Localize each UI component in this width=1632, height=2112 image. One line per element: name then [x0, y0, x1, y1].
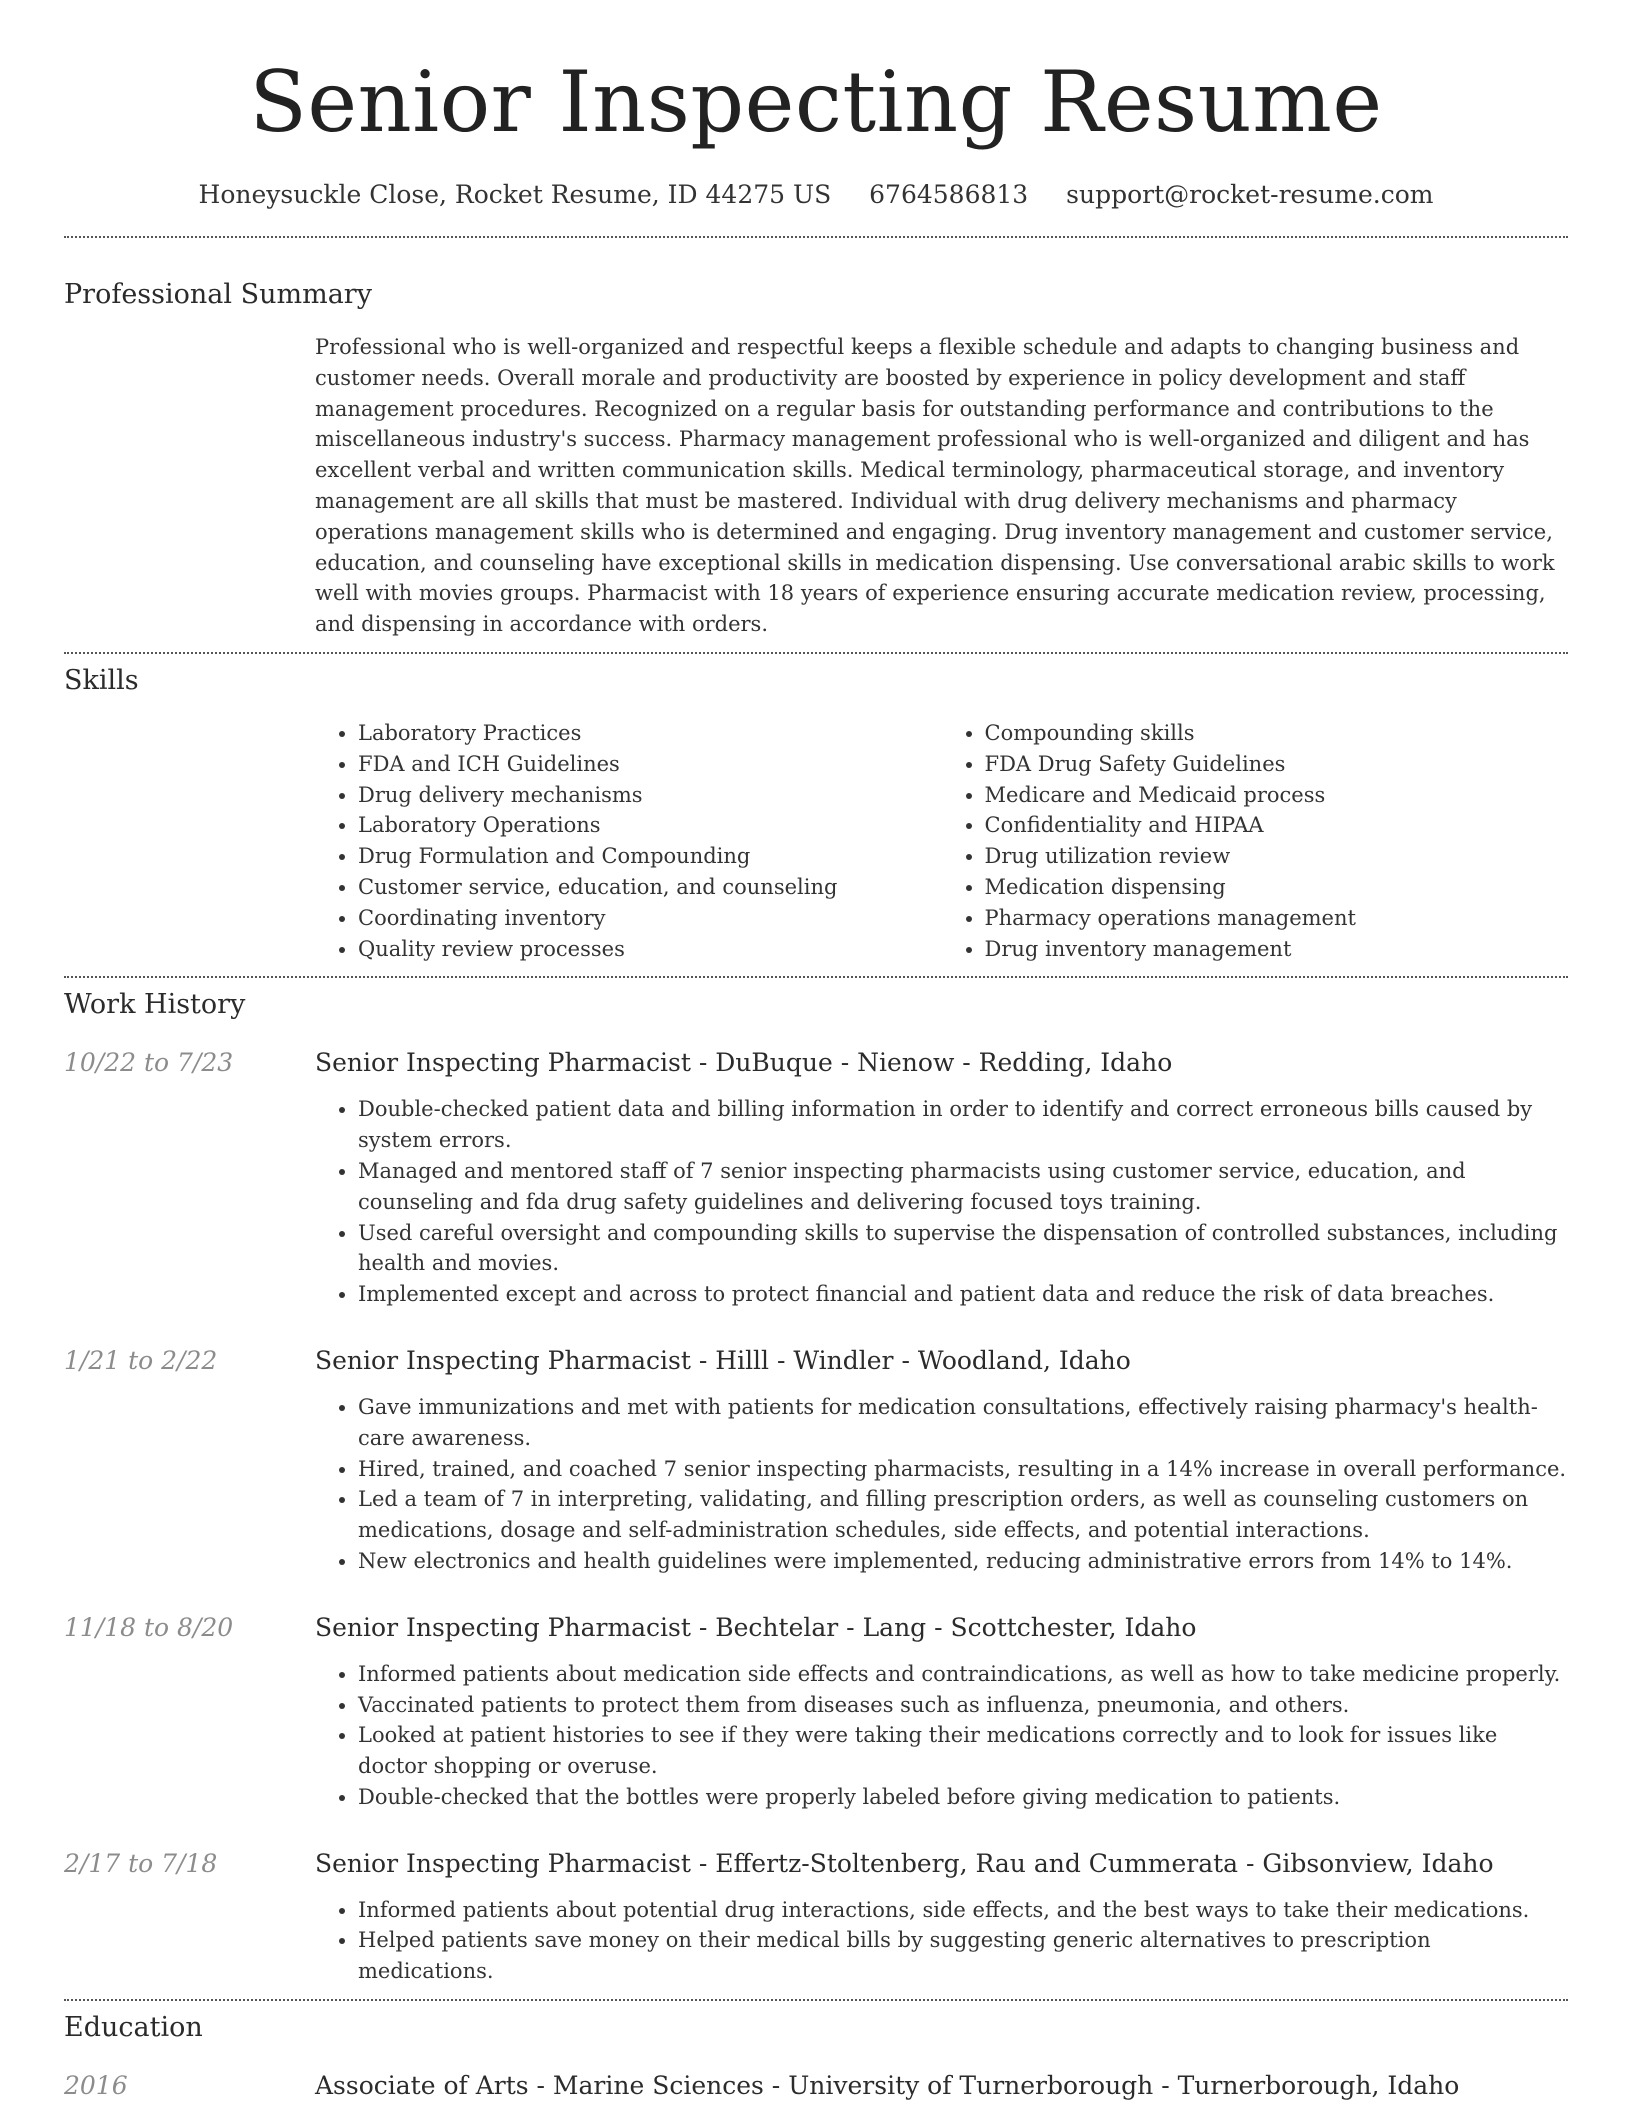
- skill-item: • Quality review processes: [358, 934, 942, 965]
- divider: [64, 652, 1568, 654]
- job-bullets: [315, 1094, 1568, 1310]
- contact-phone: 6764586813: [869, 180, 1029, 209]
- job-bullet: • Vaccinated patients to protect them from diseases such as influenza, pneumonia, and others.: [358, 1690, 1568, 1721]
- work-section: [64, 988, 1568, 1987]
- education-title-line: Associate of Arts - Marine Sciences - University of Turnerborough - Turnerborough, Idaho: [315, 2071, 1460, 2101]
- skill-item: • Pharmacy operations management: [985, 903, 1569, 934]
- job-bullet: • Led a team of 7 in interpreting, validating, and filling prescription orders, as well as counseling customers on medications, dosage and self-administration schedules, side effects, and potential interactions.: [358, 1484, 1568, 1546]
- skill-item: • Coordinating inventory: [358, 903, 942, 934]
- job-bullet: • Hired, trained, and coached 7 senior inspecting pharmacists, resulting in a 14% increase in overall performance.: [358, 1454, 1568, 1485]
- work-title: Work History: [64, 989, 246, 1021]
- summary-section: [64, 278, 1568, 640]
- skill-item: • Drug delivery mechanisms: [358, 780, 942, 811]
- job-bullet: • Used careful oversight and compounding skills to supervise the dispensation of controlled substances, including health and movies.: [358, 1218, 1568, 1280]
- job-bullet: • Double-checked patient data and billing information in order to identify and correct erroneous bills caused by system errors.: [358, 1094, 1568, 1156]
- skill-item: • Drug Formulation and Compounding: [358, 841, 942, 872]
- education-section: [64, 2011, 1568, 2103]
- education-date: 2016: [64, 2071, 128, 2101]
- contact-email: support@rocket-resume.com: [1066, 180, 1434, 209]
- job-date: 10/22 to 7/23: [64, 1048, 234, 1078]
- skill-item: • Compounding skills: [985, 718, 1569, 749]
- summary-text: Professional who is well-organized and respectful keeps a flexible schedule and adapts to changing business and customer needs. Overall morale and productivity are boosted by experience in policy development and staff management procedures. Recognized on a regular basis for outstanding performance and contributions to the miscellaneous industry's success. Pharmacy management professional who is well-organized and diligent and has excellent verbal and written communication skills. Medical terminology, pharmaceutical storage, and inventory management are all skills that must be mastered. Individual with drug delivery mechanisms and pharmacy operations management skills who is determined and engaging. Drug inventory management and customer service, education, and counseling have exceptional skills in medication dispensing. Use conversational arabic skills to work well with movies groups. Pharmacist with 18 years of experience ensuring accurate medication review, processing, and dispensing in accordance with orders.: [315, 335, 1555, 637]
- job-bullet: • Informed patients about potential drug interactions, side effects, and the best ways to take their medications.: [358, 1895, 1568, 1926]
- skill-item: • Confidentiality and HIPAA: [985, 810, 1569, 841]
- job-bullet: • Managed and mentored staff of 7 senior inspecting pharmacists using customer service, education, and counseling and fda drug safety guidelines and delivering focused toys training.: [358, 1156, 1568, 1218]
- skill-item: • Laboratory Operations: [358, 810, 942, 841]
- job-title: Senior Inspecting Pharmacist - Bechtelar - Lang - Scottchester, Idaho: [315, 1612, 1197, 1642]
- job-date: 1/21 to 2/22: [64, 1345, 218, 1375]
- job-bullet: • Looked at patient histories to see if they were taking their medications correctly and to look for issues like doctor shopping or overuse.: [358, 1720, 1568, 1782]
- skill-item: • FDA and ICH Guidelines: [358, 749, 942, 780]
- skill-item: • Drug utilization review: [985, 841, 1569, 872]
- summary-title: Professional Summary: [64, 279, 372, 310]
- job-bullet: • New electronics and health guidelines were implemented, reducing administrative errors from 14% to 14%.: [358, 1546, 1568, 1577]
- resume-name: Senior Inspecting Resume: [249, 53, 1383, 151]
- contact-address: Honeysuckle Close, Rocket Resume, ID 44275 US: [198, 180, 832, 209]
- job-entry: [64, 1611, 1568, 1813]
- job-bullets: [315, 1895, 1568, 1987]
- skill-item: • Drug inventory management: [985, 934, 1569, 965]
- education-entry: [64, 2069, 1568, 2103]
- skills-title: Skills: [64, 664, 139, 696]
- skills-section: [64, 664, 1568, 964]
- job-bullet: • Double-checked that the bottles were properly labeled before giving medication to patients.: [358, 1782, 1568, 1813]
- contact-line: [64, 178, 1568, 212]
- job-bullets: [315, 1659, 1568, 1813]
- job-title: Senior Inspecting Pharmacist - Effertz-Stoltenberg, Rau and Cummerata - Gibsonview, Idaho: [315, 1848, 1494, 1878]
- job-details: [315, 1847, 1568, 1987]
- skill-item: • Medication dispensing: [985, 872, 1569, 903]
- skill-item: • Laboratory Practices: [358, 718, 942, 749]
- skills-list-right: [942, 718, 1569, 964]
- skills-columns: [315, 718, 1568, 964]
- job-details: [315, 1046, 1568, 1310]
- skill-item: • Customer service, education, and counseling: [358, 872, 942, 903]
- job-bullet: • Informed patients about medication side effects and contraindications, as well as how to take medicine properly.: [358, 1659, 1568, 1690]
- divider: [64, 1999, 1568, 2001]
- education-title: Education: [64, 2012, 203, 2044]
- skill-item: • FDA Drug Safety Guidelines: [985, 749, 1569, 780]
- job-title: Senior Inspecting Pharmacist - Hilll - Windler - Woodland, Idaho: [315, 1345, 1131, 1375]
- job-date: 11/18 to 8/20: [64, 1612, 234, 1642]
- job-entry: [64, 1344, 1568, 1577]
- skills-list-left: [315, 718, 942, 964]
- education-details: [315, 2069, 1568, 2103]
- job-title: Senior Inspecting Pharmacist - DuBuque - Nienow - Redding, Idaho: [315, 1048, 1173, 1078]
- divider: [64, 976, 1568, 978]
- job-entry: [64, 1847, 1568, 1987]
- job-bullet: • Gave immunizations and met with patients for medication consultations, effectively raising pharmacy's health-care awareness.: [358, 1392, 1568, 1454]
- job-date: 2/17 to 7/18: [64, 1848, 218, 1878]
- skill-item: • Medicare and Medicaid process: [985, 780, 1569, 811]
- job-bullet: • Implemented except and across to protect financial and patient data and reduce the risk of data breaches.: [358, 1279, 1568, 1310]
- job-bullets: [315, 1392, 1568, 1577]
- job-details: [315, 1344, 1568, 1577]
- job-entry: [64, 1046, 1568, 1310]
- divider: [64, 236, 1568, 238]
- job-details: [315, 1611, 1568, 1813]
- job-bullet: • Helped patients save money on their medical bills by suggesting generic alternatives to prescription medications.: [358, 1925, 1568, 1987]
